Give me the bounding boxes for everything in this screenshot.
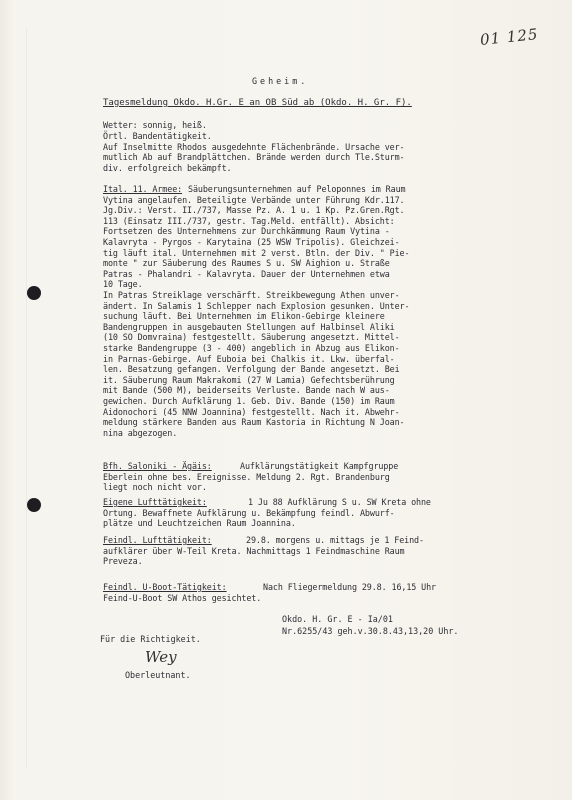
punch-hole-upper [27, 286, 41, 300]
ital-line: meldung stärkere Banden aus Raum Kastoria in Richtung N Joan- [103, 417, 405, 428]
eigene-line: plätze und Leuchtzeichen Raum Joannina. [103, 518, 296, 529]
feindl-line: Preveza. [103, 556, 143, 567]
rank: Oberleutnant. [125, 670, 191, 680]
ital-line: nina abgezogen. [103, 427, 178, 438]
ital-line: len. Besatzung gefangen. Verfolgung der Bande angesetzt. Bei [103, 364, 400, 375]
feindl-line: 29.8. morgens u. mittags je 1 Feind- [246, 535, 424, 545]
ital-line: gewichen. Durch Aufklärung 1. Geb. Div. Bande (150) im Raum [103, 396, 395, 406]
ital-line: Vytina angelaufen. Beteiligte Verbände unter Führung Kdr.117. [103, 194, 405, 205]
ital-line: tig läuft ital. Unternehmen mit 2 verst. Btln. der Div. " Pie- [103, 247, 410, 258]
ital-line: Fortsetzen des Unternehmens zur Durchkämmung Raum Vytina - [103, 226, 390, 237]
ital-line: 10 Tage. [103, 279, 143, 290]
punch-hole-lower [27, 498, 41, 512]
section-eigene-title: Eigene Lufttätigkeit: [103, 497, 207, 507]
bfh-line: liegt noch nicht vor. [103, 482, 207, 493]
ital-line: 113 (Einsatz III./737, gestr. Tag.Meld. entfällt). Absicht: [103, 215, 395, 226]
ital-line: monte " zur Säuberung des Raumes S u. SW Aighion u. Straße [103, 258, 390, 269]
feindl-line: aufklärer über W-Teil Kreta. Nachmittags 1 Feindmaschine Raum [103, 545, 405, 556]
ital-line: in Parnas-Gebirge. Auf Euboia bei Chalkis it. Lkw. überfal- [103, 353, 395, 364]
ital-line: (10 SO Domvraina) festgestellt. Säuberung angesetzt. Mittel- [103, 332, 400, 343]
handwritten-reference: 01 125 [479, 24, 540, 50]
weather-line: Wetter: sonnig, heiß. [103, 120, 207, 130]
ital-line: it. Säuberung Raum Makrakomi (27 W Lamia) Gefechtsberührung [103, 374, 395, 385]
footer-reference: Nr.6255/43 geh.v.30.8.43,13,20 Uhr. [282, 626, 459, 636]
doc-title: Geheim. [252, 76, 309, 86]
uboot-line: Nach Fliegermeldung 29.8. 16,15 Uhr [263, 582, 436, 592]
ital-line: suchung läuft. Bei Unternehmen im Elikon-Gebirge kleinere [103, 311, 385, 322]
ital-line: starke Bandengruppe (3 - 400) angeblich in Abzug aus Elikon- [103, 343, 400, 353]
ital-line: Kalavryta - Pyrgos - Karytaina (25 WSW Tripolis). Gleichzei- [103, 237, 400, 247]
ital-line: In Patras Streiklage verschärft. Streikbewegung Athen unver- [103, 290, 400, 300]
footer-office: Okdo. H. Gr. E - Ia/01 [282, 614, 393, 624]
doc-heading: Tagesmeldung Okdo. H.Gr. E an OB Süd ab (Okdo. H. Gr. F). [103, 98, 412, 108]
uboot-line: Feind-U-Boot SW Athos gesichtet. [103, 592, 262, 603]
bfh-line: Aufklärungstätigkeit Kampfgruppe [240, 461, 399, 471]
ital-line: ändert. In Salamis 1 Schlepper nach Explosion gesunken. Unter- [103, 300, 410, 311]
ital-line: Jg.Div.: Verst. II./737, Masse Pz. A. 1 u. 1 Kp. Pz.Gren.Rgt. [103, 205, 405, 216]
section-feindl-luft-title: Feindl. Lufttätigkeit: [103, 535, 212, 545]
block1-line: div. erfolgreich bekämpft. [103, 162, 232, 173]
ital-line: Aidonochori (45 NNW Joannina) festgestellt. Nach it. Abwehr- [103, 406, 400, 417]
section-uboot-title: Feindl. U-Boot-Tätigkeit: [103, 582, 227, 592]
block1-line: Örtl. Bandentätigkeit. [103, 131, 212, 141]
block1-line: mutlich Ab auf Brandplättchen. Brände werden durch Tle.Sturm- [103, 152, 405, 163]
ital-line: Säuberungsunternehmen auf Peloponnes im Raum [188, 184, 406, 194]
block1-line: Auf Inselmitte Rhodos ausgedehnte Flächenbrände. Ursache ver- [103, 141, 405, 152]
eigene-line: 1 Ju 88 Aufklärung S u. SW Kreta ohne [248, 497, 431, 507]
ital-line: mit Bande (500 M), beiderseits Verluste. Bande nach W aus- [103, 385, 390, 396]
bfh-line: Eberlein ohne bes. Ereignisse. Meldung 2. Rgt. Brandenburg [103, 471, 390, 482]
ital-line: Bandengruppen in ausgebauten Stellungen auf Halbinsel Aliki [103, 321, 395, 332]
attestation: Für die Richtigkeit. [100, 634, 201, 644]
signature: Wey [145, 648, 177, 666]
eigene-line: Ortung. Bewaffnete Aufklärung u. Bekämpfung feindl. Abwurf- [103, 507, 395, 518]
ital-line: Patras - Phalandri - Kalavryta. Dauer der Unternehmen etwa [103, 268, 390, 279]
section-ital-title: Ital. 11. Armee: [103, 184, 183, 194]
section-bfh-title: Bfh. Saloniki - Ägäis: [103, 461, 212, 471]
